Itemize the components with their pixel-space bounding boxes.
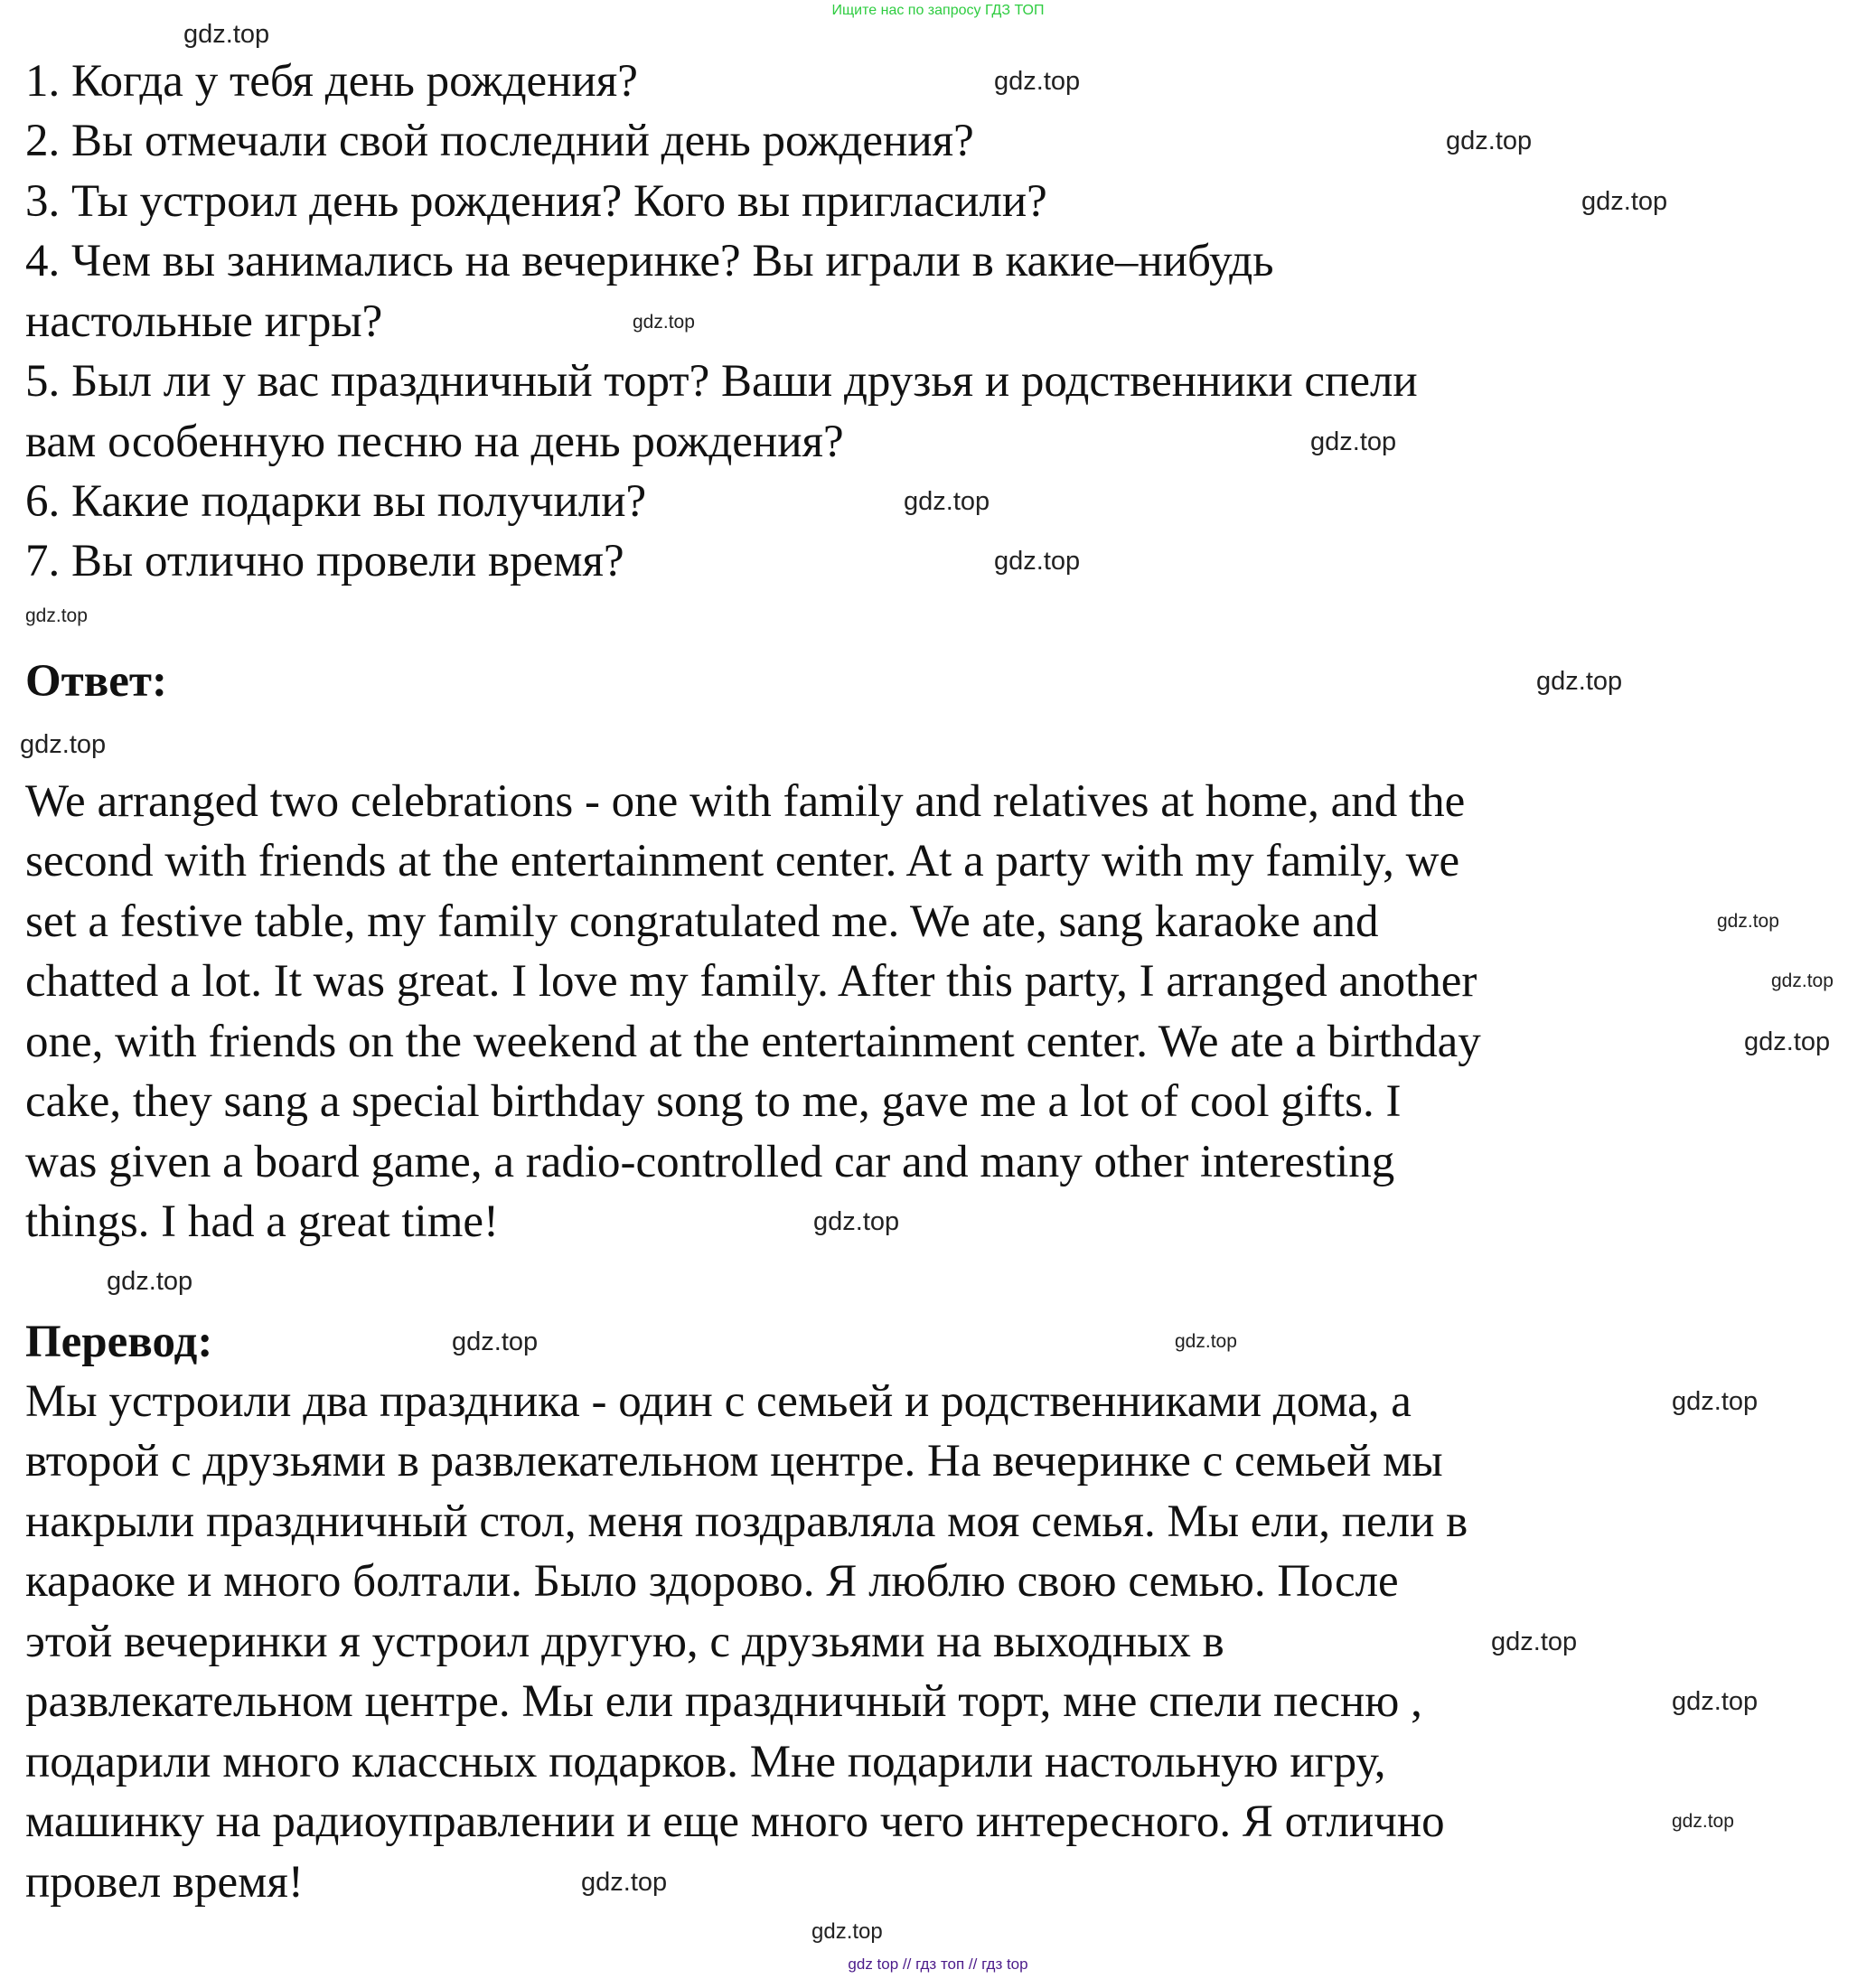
watermark: gdz.top xyxy=(994,67,1081,96)
answer-line: We arranged two celebrations - one with family and relatives at home, and the xyxy=(25,776,1466,827)
watermark: gdz.top xyxy=(1175,1331,1237,1352)
watermark: gdz.top xyxy=(20,730,107,759)
watermark: gdz.top xyxy=(1672,1687,1759,1716)
answer-line: things. I had a great time! xyxy=(25,1196,499,1247)
watermark: gdz.top xyxy=(1446,127,1533,155)
question-line: 6. Какие подарки вы получили? xyxy=(25,476,647,527)
watermark: gdz.top xyxy=(1717,911,1779,932)
question-line: 7. Вы отлично провели время? xyxy=(25,536,624,586)
question-line: 4. Чем вы занимались на вечеринке? Вы играли в какие–нибудь xyxy=(25,236,1274,286)
answer-line: was given a board game, a radio-controlled car and many other interesting xyxy=(25,1137,1395,1187)
answer-line: one, with friends on the weekend at the entertainment center. We ate a birthday xyxy=(25,1017,1481,1067)
watermark: gdz.top xyxy=(994,547,1081,576)
footer-links: gdz top // гдз топ // гдз top xyxy=(848,1956,1028,1973)
watermark: gdz.top xyxy=(1672,1387,1759,1416)
answer-line: set a festive table, my family congratulated me. We ate, sang karaoke and xyxy=(25,896,1379,947)
question-line: 3. Ты устроил день рождения? Кого вы пригласили? xyxy=(25,176,1047,227)
watermark: gdz.top xyxy=(811,1919,883,1944)
watermark: gdz.top xyxy=(25,605,88,626)
watermark: gdz.top xyxy=(813,1207,900,1236)
translation-line: Мы устроили два праздника - один с семьей и родственниками дома, а xyxy=(25,1376,1412,1427)
watermark: gdz.top xyxy=(1581,187,1668,216)
question-line: вам особенную песню на день рождения? xyxy=(25,417,844,467)
translation-line: накрыли праздничный стол, меня поздравляла моя семья. Мы ели, пели в xyxy=(25,1496,1468,1547)
translation-line: караоке и много болтали. Было здорово. Я люблю свою семью. После xyxy=(25,1556,1399,1607)
watermark: gdz.top xyxy=(1744,1027,1831,1056)
translation-line: машинку на радиоуправлении и еще много чего интересного. Я отлично xyxy=(25,1796,1445,1847)
translation-line: этой вечеринки я устроил другую, с друзьями на выходных в xyxy=(25,1617,1224,1667)
watermark: gdz.top xyxy=(581,1868,668,1897)
answer-heading: Ответ: xyxy=(25,656,167,707)
watermark: gdz.top xyxy=(107,1267,193,1296)
question-line: 2. Вы отмечали свой последний день рождения? xyxy=(25,116,974,166)
question-line: настольные игры? xyxy=(25,296,383,347)
watermark: gdz.top xyxy=(1536,667,1623,696)
watermark: gdz.top xyxy=(633,312,695,333)
answer-line: chatted a lot. It was great. I love my family. After this party, I arranged another xyxy=(25,956,1477,1007)
watermark: gdz.top xyxy=(1672,1811,1734,1832)
translation-line: провел время! xyxy=(25,1857,304,1908)
answer-line: cake, they sang a special birthday song to me, gave me a lot of cool gifts. I xyxy=(25,1076,1402,1127)
answer-line: second with friends at the entertainment center. At a party with my family, we xyxy=(25,836,1460,886)
top-banner: Ищите нас по запросу ГДЗ ТОП xyxy=(831,3,1045,18)
translation-line: подарили много классных подарков. Мне подарили настольную игру, xyxy=(25,1737,1386,1787)
watermark: gdz.top xyxy=(1310,427,1397,456)
watermark: gdz.top xyxy=(1491,1627,1578,1656)
watermark: gdz.top xyxy=(904,487,990,516)
question-line: 1. Когда у тебя день рождения? xyxy=(25,56,638,107)
watermark: gdz.top xyxy=(183,20,270,49)
translation-line: второй с друзьями в развлекательном центре. На вечеринке с семьей мы xyxy=(25,1436,1443,1487)
watermark: gdz.top xyxy=(452,1327,539,1356)
watermark: gdz.top xyxy=(1771,971,1834,991)
translation-line: развлекательном центре. Мы ели праздничный торт, мне спели песню , xyxy=(25,1676,1422,1727)
question-line: 5. Был ли у вас праздничный торт? Ваши друзья и родственники спели xyxy=(25,356,1418,407)
translation-heading: Перевод: xyxy=(25,1317,213,1367)
